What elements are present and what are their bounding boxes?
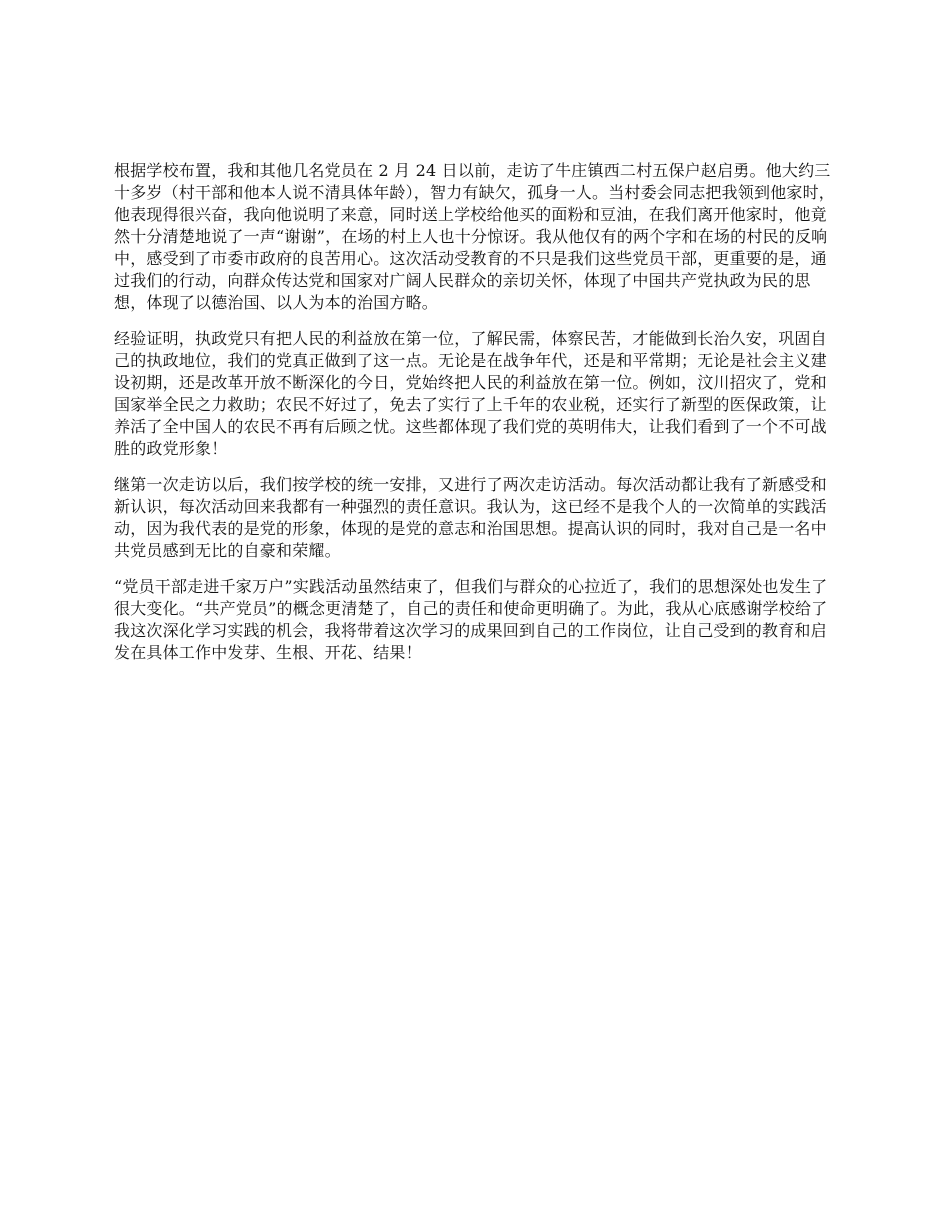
paragraph-1: 根据学校布置，我和其他几名党员在 2 月 24 日以前，走访了牛庄镇西二村五保户赵启勇。他大约三十多岁（村干部和他本人说不清具体年龄），智力有缺欠，孤身一人。当村委会同志把我领到他家时，他表现得很兴奋，我向他说明了来意，同时送上学校给他买的面粉和豆油，在我们离开他家时，他竟然十分清楚地说了一声“谢谢”，在场的村上人也十分惊讶。我从他仅有的两个字和在场的村民的反响中，感受到了市委市政府的良苦用心。这次活动受教育的不只是我们这些党员干部，更重要的是，通过我们的行动，向群众传达党和国家对广阔人民群众的亲切关怀，体现了中国共产党执政为民的思想，体现了以德治国、以人为本的治国方略。 [114,161,836,312]
paragraph-3: 继第一次走访以后，我们按学校的统一安排，又进行了两次走访活动。每次活动都让我有了新感受和新认识，每次活动回来我都有一种强烈的责任意识。我认为，这已经不是我个人的一次简单的实践活动，因为我代表的是党的形象，体现的是党的意志和治国思想。提高认识的同时，我对自己是一名中共党员感到无比的自豪和荣耀。 [114,475,827,560]
paragraph-4: “党员干部走进千家万户”实践活动虽然结束了，但我们与群众的心拉近了，我们的思想深处也发生了很大变化。“共产党员”的概念更清楚了，自己的责任和使命更明确了。为此，我从心底感谢学校给了我这次深化学习实践的机会，我将带着这次学习的成果回到自己的工作岗位，让自己受到的教育和启发在具体工作中发芽、生根、开花、结果！ [114,577,828,662]
paragraph-2: 经验证明，执政党只有把人民的利益放在第一位，了解民需，体察民苦，才能做到长治久安，巩固自己的执政地位，我们的党真正做到了这一点。无论是在战争年代，还是和平常期；无论是社会主义建设初期，还是改革开放不断深化的今日，党始终把人民的利益放在第一位。例如，汶川招灾了，党和国家举全民之力救助；农民不好过了，免去了实行了上千年的农业税，还实行了新型的医保政策，让养活了全中国人的农民不再有后顾之忧。这些都体现了我们党的英明伟大，让我们看到了一个不可战胜的政党形象！ [114,329,827,458]
document-body [114,160,840,678]
